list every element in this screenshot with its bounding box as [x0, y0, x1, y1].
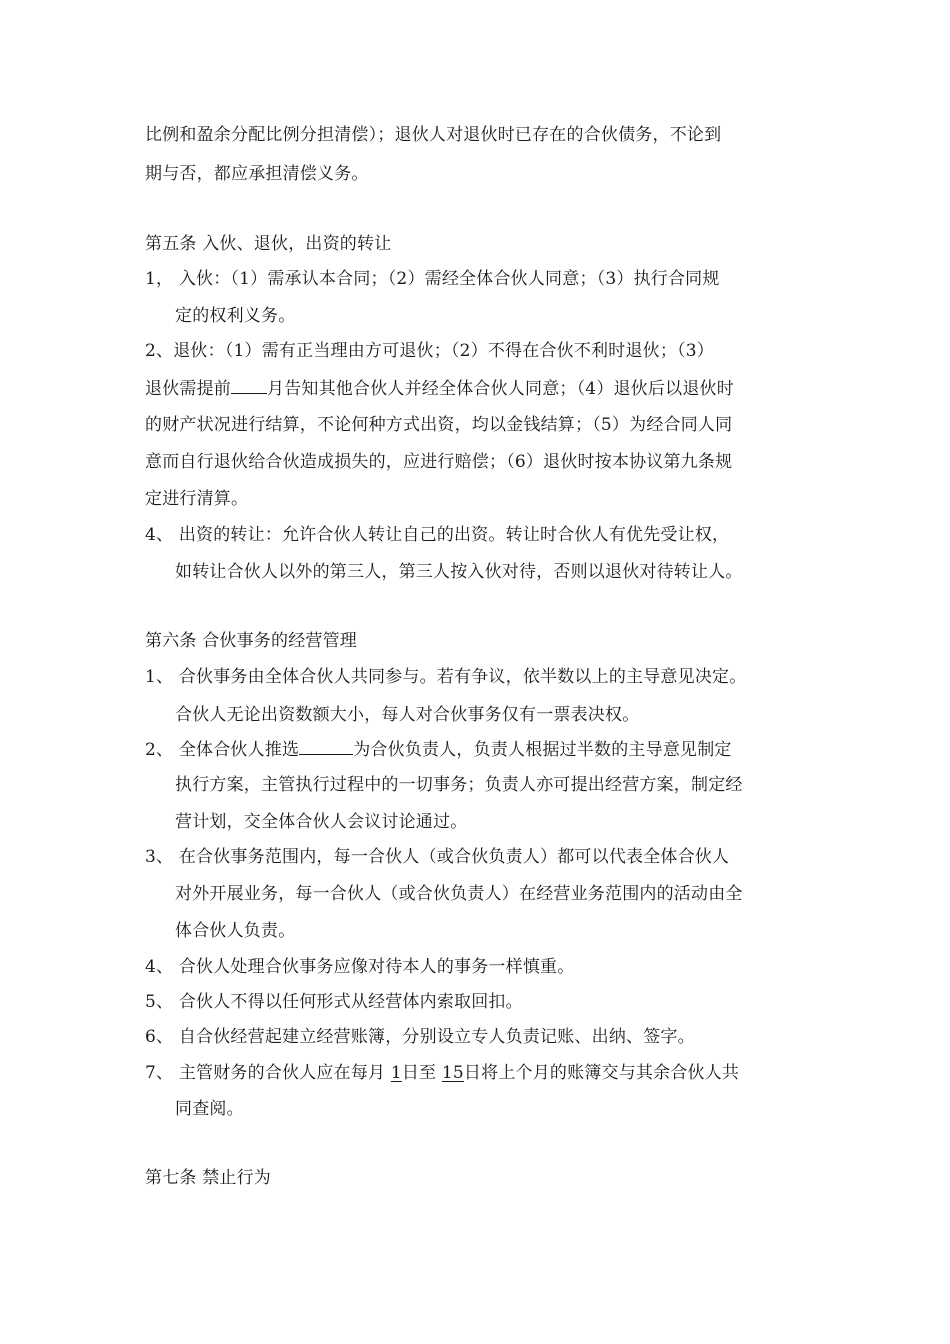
start-day-value: 1 [390, 1063, 402, 1083]
end-day-value: 15 [441, 1063, 464, 1083]
manager-name-blank [299, 738, 353, 755]
article-5-item-4-line-2: 如转让合伙人以外的第三人，第三人按入伙对待，否则以退伙对待转让人。 [175, 562, 743, 582]
article-5-item-2-line-5: 定进行清算。 [145, 489, 249, 509]
article-5-item-2-line-2 [145, 377, 734, 400]
article-6-item-2-text-a: 2、 全体合伙人推选 [145, 740, 300, 760]
article-6-item-4: 4、 合伙人处理合伙事务应像对待本人的事务一样慎重。 [145, 957, 575, 977]
article-5-item-4-line-1: 4、 出资的转让：允许合伙人转让自己的出资。转让时合伙人有优先受让权， [145, 525, 730, 545]
article-5-item-2-text-b: 月告知其他合伙人并经全体合伙人同意；（4）退伙后以退伙时 [267, 379, 734, 399]
article-6-item-7-text-c: 日将上个月的账簿交与其余合伙人共 [463, 1063, 740, 1083]
article-6-item-3-line-3: 体合伙人负责。 [175, 921, 296, 941]
notice-months-blank [231, 377, 267, 394]
article-5-item-2-line-4: 意而自行退伙给合伙造成损失的，应进行赔偿；（6）退伙时按本协议第九条规 [145, 452, 733, 472]
article-6-title: 第六条 合伙事务的经营管理 [145, 631, 358, 651]
article-6-item-7-text-b: 日至 [401, 1063, 442, 1083]
article-6-item-3-line-1: 3、 在合伙事务范围内，每一合伙人（或合伙负责人）都可以代表全体合伙人 [145, 847, 730, 867]
intro-line-1: 比例和盈余分配比例分担清偿）；退伙人对退伙时已存在的合伙债务，不论到 [145, 125, 722, 145]
article-6-item-7-line-2: 同查阅。 [175, 1099, 244, 1119]
article-6-item-2-line-1 [145, 738, 732, 761]
article-5-item-1-line-1: 1， 入伙：（1）需承认本合同；（2）需经全体合伙人同意；（3）执行合同规 [145, 269, 720, 289]
article-7-title: 第七条 禁止行为 [145, 1168, 272, 1188]
article-6-item-7-line-1 [145, 1062, 739, 1084]
article-6-item-6: 6、 自合伙经营起建立经营账簿，分别设立专人负责记账、出纳、签字。 [145, 1027, 695, 1047]
article-5-item-2-line-3: 的财产状况进行结算，不论何种方式出资，均以金钱结算；（5）为经合同人同 [145, 415, 733, 435]
article-6-item-1-line-1: 1、 合伙事务由全体合伙人共同参与。若有争议，依半数以上的主导意见决定。 [145, 667, 747, 687]
article-6-item-2-text-b: 为合伙负责人，负责人根据过半数的主导意见制定 [353, 740, 732, 760]
article-6-item-3-line-2: 对外开展业务，每一合伙人（或合伙负责人）在经营业务范围内的活动由全 [175, 884, 743, 904]
article-6-item-7-text-a: 7、 主管财务的合伙人应在每月 [145, 1063, 391, 1083]
intro-line-2: 期与否，都应承担清偿义务。 [145, 164, 369, 184]
article-5-item-2-line-1: 2、退伙：（1）需有正当理由方可退伙；（2）不得在合伙不利时退伙；（3） [145, 341, 714, 361]
article-6-item-5: 5、 合伙人不得以任何形式从经营体内索取回扣。 [145, 992, 523, 1012]
article-5-item-1-line-2: 定的权利义务。 [175, 306, 296, 326]
article-5-item-2-text-a: 退伙需提前 [145, 379, 231, 399]
article-6-item-1-line-2: 合伙人无论出资数额大小，每人对合伙事务仅有一票表决权。 [175, 705, 640, 725]
article-6-item-2-line-3: 营计划，交全体合伙人会议讨论通过。 [175, 812, 468, 832]
article-5-title: 第五条 入伙、退伙，出资的转让 [145, 234, 392, 254]
article-6-item-2-line-2: 执行方案，主管执行过程中的一切事务；负责人亦可提出经营方案，制定经 [175, 775, 743, 795]
